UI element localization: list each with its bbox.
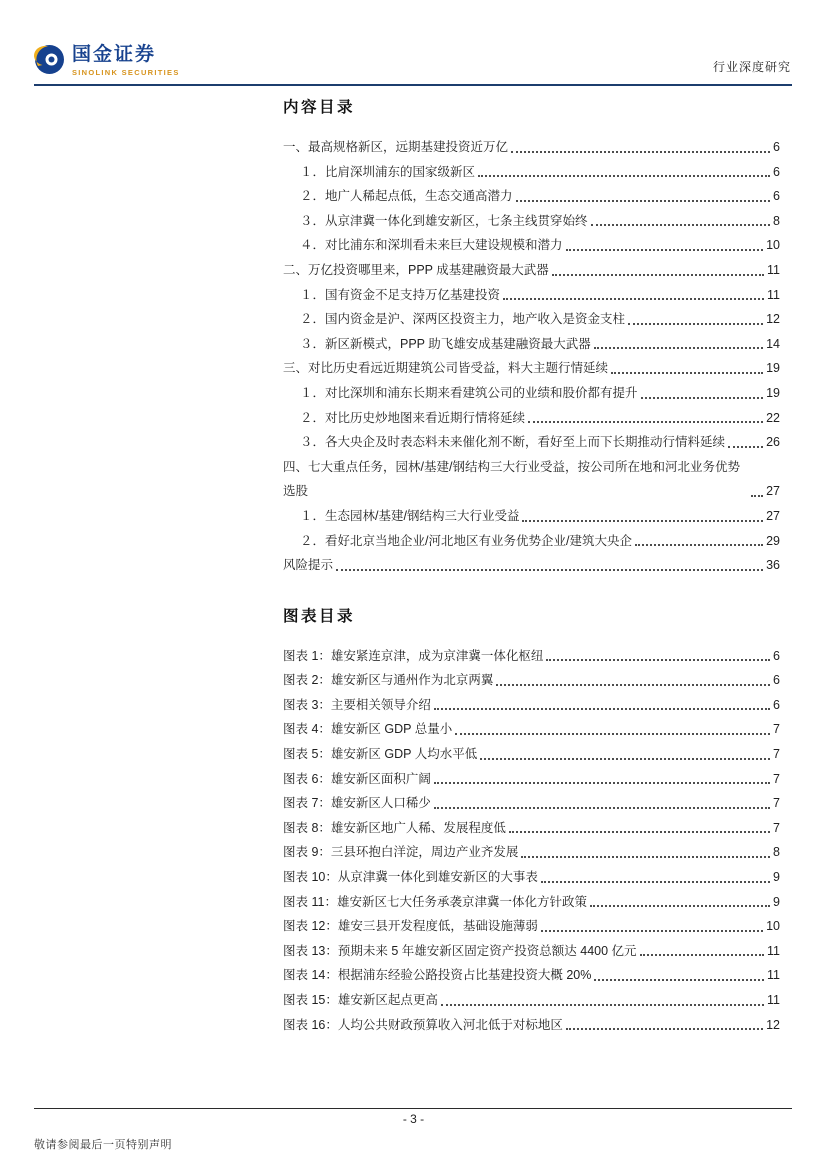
footer-divider: [34, 1108, 792, 1109]
figure-entry-page: 11: [767, 968, 780, 983]
toc-entry-text: 三、对比历史看远近期建筑公司皆受益，料大主题行情延续: [283, 361, 609, 376]
toc-entry-page: 26: [766, 435, 780, 450]
toc-section-title: 内容目录: [283, 99, 356, 116]
toc-entry-page: 10: [766, 238, 780, 253]
toc-entry[interactable]: [283, 283, 780, 308]
toc-entry-text: １．国有资金不足支持万亿基建投资: [300, 287, 501, 302]
figure-entry[interactable]: [283, 717, 780, 742]
toc-entry-text: １．比肩深圳浦东的国家级新区: [300, 164, 476, 179]
figure-entry[interactable]: [283, 767, 780, 792]
toc-entry-page: 6: [773, 189, 780, 204]
toc-entry[interactable]: [283, 209, 780, 234]
toc-entry[interactable]: [283, 553, 780, 578]
toc-entry-page: 19: [766, 361, 780, 376]
toc-entry-page: 27: [766, 508, 780, 523]
toc-entry-text: 一、最高规格新区，远期基建投资近万亿: [283, 140, 509, 154]
figure-entry-page: 6: [773, 673, 780, 688]
figure-entry-page: 7: [773, 796, 780, 811]
figure-entry-page: 8: [773, 845, 780, 860]
figure-leader-dots: [455, 733, 770, 735]
toc-leader-dots: [522, 520, 763, 522]
figure-leader-dots: [546, 659, 770, 661]
page-number: - 3 -: [402, 1112, 425, 1126]
toc-entry[interactable]: [283, 184, 780, 209]
toc-entry[interactable]: [283, 430, 780, 455]
toc-entry-page: 27: [766, 484, 780, 499]
toc-entry-page: 36: [766, 558, 780, 573]
figure-leader-dots: [434, 708, 770, 710]
toc-content: [283, 99, 780, 1037]
toc-entry-page: 6: [773, 164, 780, 179]
toc-entry-text: ３．从京津冀一体化到雄安新区，七条主线贯穿始终: [300, 213, 588, 228]
figure-entry-page: 6: [773, 648, 780, 663]
toc-entry-text: 二、万亿投资哪里来，PPP 成基建融资最大武器: [283, 262, 549, 277]
toc-entry-text: ３．各大央企及时表态料未来催化剂不断，看好至上而下长期推动行情料延续: [300, 435, 726, 450]
figure-entry-page: 6: [773, 697, 780, 712]
figure-entry[interactable]: [283, 791, 780, 816]
toc-entry[interactable]: [283, 332, 780, 357]
figure-leader-dots: [521, 856, 770, 858]
toc-list: [283, 135, 780, 578]
toc-entry-text: ２．地广人稀起点低，生态交通高潜力: [300, 189, 513, 204]
figure-leader-dots: [594, 979, 764, 981]
figure-entry[interactable]: [283, 644, 780, 669]
toc-entry-page: 19: [766, 385, 780, 400]
figure-entry-text: 图表 15：雄安新区起点更高: [283, 993, 438, 1007]
figure-entry-page: 7: [773, 820, 780, 835]
figure-entry-text: 图表 5：雄安新区 GDP 人均水平低: [283, 747, 478, 762]
toc-leader-dots: [478, 175, 770, 177]
figure-entry[interactable]: [283, 988, 780, 1013]
figure-entry-page: 9: [773, 870, 780, 885]
toc-leader-dots: [591, 224, 771, 226]
toc-leader-dots: [566, 249, 764, 251]
figure-entry-page: 11: [767, 993, 780, 1007]
toc-leader-dots: [516, 200, 771, 202]
toc-leader-dots: [503, 298, 764, 300]
toc-leader-dots: [728, 446, 763, 448]
figure-entry-text: 图表 12：雄安三县开发程度低，基础设施薄弱: [283, 919, 538, 934]
figure-entry-page: 7: [773, 747, 780, 762]
figure-entry-page: 10: [766, 919, 780, 934]
figure-entry-text: 图表 1：雄安紧连京津，成为京津冀一体化枢纽: [283, 648, 544, 663]
toc-entry-text: 四、七大重点任务，园林/基建/钢结构三大行业受益，按公司所在地和河北业务优势选股: [283, 459, 740, 499]
toc-entry-page: 22: [766, 410, 780, 425]
toc-entry-text: １．对比深圳和浦东长期来看建筑公司的业绩和股价都有提升: [300, 385, 638, 400]
toc-entry-text: 风险提示: [283, 558, 334, 573]
figure-entry[interactable]: [283, 668, 780, 693]
figure-entry-text: 图表 13：预期未来 5 年雄安新区固定资产投资总额达 4400 亿元: [283, 943, 637, 958]
toc-entry[interactable]: [283, 135, 780, 160]
figure-entry-text: 图表 6：雄安新区面积广阔: [283, 771, 431, 786]
toc-entry[interactable]: [283, 307, 780, 332]
figure-entry[interactable]: [283, 865, 780, 890]
logo-company-name-en: SINOLINK SECURITIES: [72, 68, 180, 77]
figure-leader-dots: [434, 782, 770, 784]
toc-entry[interactable]: [283, 529, 780, 554]
figure-entry-text: 图表 3：主要相关领导介绍: [283, 697, 431, 712]
figure-entry-text: 图表 16：人均公共财政预算收入河北低于对标地区: [283, 1017, 563, 1032]
figure-entry-page: 11: [767, 943, 780, 958]
toc-entry[interactable]: [283, 258, 780, 283]
toc-entry[interactable]: [283, 406, 780, 431]
figure-leader-dots: [590, 905, 770, 907]
toc-entry-text: ４．对比浦东和深圳看未来巨大建设规模和潜力: [300, 238, 563, 253]
figure-entry-page: 12: [766, 1017, 780, 1032]
toc-entry[interactable]: [283, 504, 780, 529]
figure-entry-page: 9: [773, 894, 780, 909]
toc-entry-page: 11: [767, 262, 780, 277]
figure-entry-text: 图表 7：雄安新区人口稀少: [283, 796, 431, 811]
toc-leader-dots: [751, 495, 763, 497]
figure-entry[interactable]: [283, 963, 780, 988]
toc-entry-page: 12: [766, 312, 780, 327]
figure-leader-dots: [496, 684, 770, 686]
toc-entry[interactable]: [283, 455, 780, 504]
figure-entry-page: 7: [773, 771, 780, 786]
toc-entry-page: 6: [773, 140, 780, 154]
toc-leader-dots: [511, 151, 770, 153]
figure-entry[interactable]: [283, 939, 780, 964]
figure-entry-text: 图表 9：三县环抱白洋淀，周边产业齐发展: [283, 845, 519, 860]
toc-entry-text: ２．看好北京当地企业/河北地区有业务优势企业/建筑大央企: [300, 533, 632, 548]
figure-entry[interactable]: [283, 1013, 780, 1038]
toc-entry-page: 8: [773, 213, 780, 228]
figure-leader-dots: [566, 1028, 763, 1030]
figure-entry-text: 图表 11：雄安新区七大任务承袭京津冀一体化方针政策: [283, 894, 587, 909]
header-divider: [34, 84, 792, 86]
figure-entry-text: 图表 14：根据浦东经验公路投资占比基建投资大概 20%: [283, 968, 592, 983]
toc-entry[interactable]: [283, 381, 780, 406]
report-type-label: 行业深度研究: [712, 60, 791, 74]
toc-entry[interactable]: [283, 356, 780, 381]
toc-leader-dots: [611, 372, 763, 374]
figure-entry-page: 7: [773, 722, 780, 737]
toc-entry-page: 29: [766, 533, 780, 548]
toc-leader-dots: [336, 569, 763, 571]
figure-entry-text: 图表 4：雄安新区 GDP 总量小: [283, 722, 453, 737]
figure-leader-dots: [541, 930, 763, 932]
figures-section-title: 图表目录: [283, 607, 356, 625]
figure-leader-dots: [434, 807, 770, 809]
toc-leader-dots: [628, 323, 763, 325]
toc-leader-dots: [641, 397, 764, 399]
company-logo: [34, 44, 180, 77]
toc-leader-dots: [528, 421, 763, 423]
toc-entry-text: １．生态园林/基建/钢结构三大行业受益: [300, 508, 520, 523]
logo-company-name: 国金证券: [72, 44, 157, 65]
toc-entry[interactable]: [283, 233, 780, 258]
figure-leader-dots: [541, 881, 770, 883]
figure-leader-dots: [509, 831, 770, 833]
figure-leader-dots: [640, 954, 764, 956]
figure-leader-dots: [441, 1004, 764, 1006]
figure-entry-text: 图表 2：雄安新区与通州作为北京两翼: [283, 673, 494, 688]
toc-leader-dots: [594, 347, 763, 349]
toc-entry-text: ２．对比历史炒地图来看近期行情将延续: [300, 410, 526, 425]
footer-disclaimer: 敬请参阅最后一页特别声明: [34, 1139, 172, 1151]
toc-entry[interactable]: [283, 160, 780, 185]
figure-entry[interactable]: [283, 693, 780, 718]
toc-entry-text: ３．新区新模式，PPP 助飞雄安成基建融资最大武器: [300, 336, 591, 351]
toc-leader-dots: [552, 274, 764, 276]
toc-entry-page: 11: [767, 287, 780, 302]
toc-entry-page: 14: [766, 336, 780, 351]
sinolink-logo-icon: [34, 44, 65, 75]
figure-entry[interactable]: [283, 890, 780, 915]
toc-leader-dots: [635, 544, 763, 546]
figure-entry[interactable]: [283, 742, 780, 767]
figure-entry[interactable]: [283, 914, 780, 939]
figure-entry-text: 图表 10：从京津冀一体化到雄安新区的大事表: [283, 870, 538, 885]
figures-list: [283, 644, 780, 1038]
figure-leader-dots: [480, 758, 770, 760]
figure-entry[interactable]: [283, 840, 780, 865]
figure-entry[interactable]: [283, 816, 780, 841]
toc-entry-text: ２．国内资金是沪、深两区投资主力，地产收入是资金支柱: [300, 312, 626, 327]
figure-entry-text: 图表 8：雄安新区地广人稀、发展程度低: [283, 820, 506, 835]
